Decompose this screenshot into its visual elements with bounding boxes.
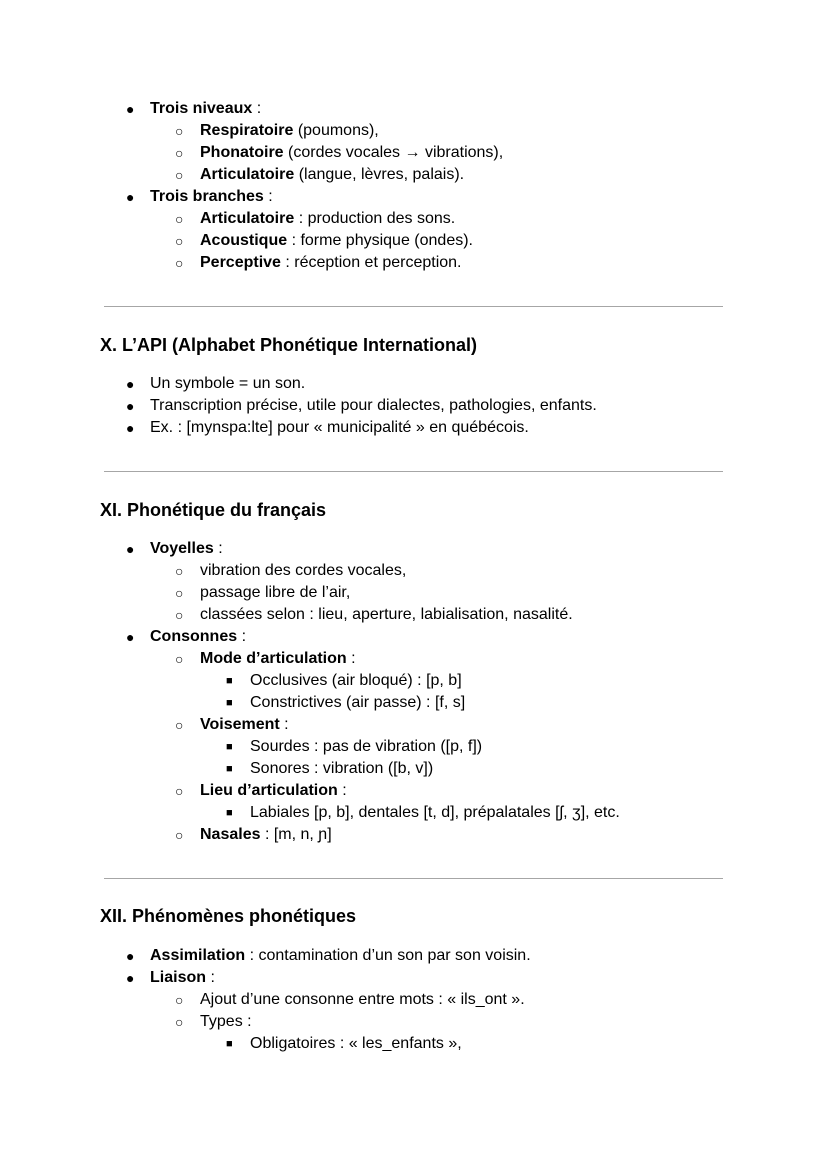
list-item — [226, 670, 462, 692]
section-heading: XII. Phénomènes phonétiques — [100, 906, 357, 926]
horizontal-divider — [104, 306, 723, 307]
list-item — [175, 582, 351, 604]
list-item-text: : [m, n, ɲ] — [260, 826, 332, 843]
list-item-term: Nasales — [200, 826, 261, 843]
list-item-text: Sourdes : pas de vibration ([p, f]) — [250, 738, 483, 755]
list-item-text: Ex. : [mynspa:lte] pour « municipalité » en québécois. — [150, 419, 529, 436]
bullet-disc-icon: ● — [126, 541, 135, 557]
list-item-term: Mode d’articulation — [200, 650, 347, 667]
bullet-circle-icon: ○ — [175, 233, 184, 249]
bullet-circle-icon: ○ — [175, 651, 184, 667]
list-item — [175, 604, 573, 626]
list-item — [126, 373, 306, 395]
bullet-circle-icon: ○ — [175, 123, 184, 139]
list-item-text: : réception et perception. — [280, 254, 462, 271]
list-item-text: : — [213, 540, 223, 557]
list-item-term: Trois niveaux — [150, 100, 253, 117]
list-item-text: : forme physique (ondes). — [287, 232, 473, 249]
bullet-circle-icon: ○ — [175, 717, 184, 733]
list-item — [175, 230, 473, 252]
list-item — [226, 736, 483, 758]
list-item — [126, 417, 529, 439]
list-item — [226, 692, 466, 714]
list-item — [126, 538, 223, 560]
section-heading: X. L’API (Alphabet Phonétique International) — [100, 335, 478, 355]
list-item-term: Lieu d’articulation — [200, 782, 338, 799]
horizontal-divider — [104, 471, 723, 472]
list-item-text: vibration des cordes vocales, — [200, 562, 407, 579]
horizontal-divider — [104, 878, 723, 879]
bullet-disc-icon: ● — [126, 398, 135, 414]
bullet-square-icon: ■ — [226, 741, 233, 753]
bullet-circle-icon: ○ — [175, 992, 184, 1008]
bullet-circle-icon: ○ — [175, 607, 184, 623]
list-item-text: : — [263, 188, 273, 205]
list-item-text: Transcription précise, utile pour dialectes, pathologies, enfants. — [150, 397, 597, 414]
list-item-text: : — [206, 969, 215, 986]
bullet-disc-icon: ● — [126, 420, 135, 436]
list-item-term: Voyelles — [150, 540, 214, 557]
list-item — [175, 1011, 252, 1033]
bullet-circle-icon: ○ — [175, 211, 184, 227]
bullet-circle-icon: ○ — [175, 827, 184, 843]
list-item — [175, 560, 407, 582]
list-item — [175, 989, 525, 1011]
bullet-circle-icon: ○ — [175, 1014, 184, 1030]
list-item-term: Voisement — [200, 716, 280, 733]
list-item-term: Articulatoire — [200, 210, 295, 227]
list-item-text: Labiales [p, b], dentales [t, d], prépalatales [ʃ, ʒ], etc. — [250, 804, 620, 821]
bullet-square-icon: ■ — [226, 807, 233, 819]
list-item-term: Acoustique — [200, 232, 288, 249]
list-item-text: Ajout d’une consonne entre mots : « ils_ont ». — [200, 991, 525, 1008]
list-item-term: Perceptive — [200, 254, 281, 271]
list-item — [175, 142, 504, 164]
list-item-text: : — [237, 628, 247, 645]
bullet-circle-icon: ○ — [175, 255, 184, 271]
list-item-text: : — [279, 716, 289, 733]
list-item-term: Assimilation — [150, 947, 246, 964]
list-item — [175, 208, 456, 230]
list-item — [175, 164, 465, 186]
section-heading: XI. Phonétique du français — [100, 500, 327, 520]
bullet-circle-icon: ○ — [175, 145, 184, 161]
bullet-square-icon: ■ — [226, 1038, 233, 1050]
list-item-term: Articulatoire — [200, 166, 295, 183]
list-item — [226, 1033, 462, 1055]
bullet-disc-icon: ● — [126, 970, 135, 986]
bullet-square-icon: ■ — [226, 675, 233, 687]
list-item-term: Consonnes — [150, 628, 238, 645]
list-item-text: Sonores : vibration ([b, v]) — [250, 760, 434, 777]
bullet-square-icon: ■ — [226, 697, 233, 709]
list-item-text: (langue, lèvres, palais). — [294, 166, 465, 183]
bullet-disc-icon: ● — [126, 948, 135, 964]
list-item-text: (poumons), — [293, 122, 379, 139]
bullet-disc-icon: ● — [126, 629, 135, 645]
list-item-text: Constrictives (air passe) : [f, s] — [250, 694, 466, 711]
list-item-text: passage libre de l’air, — [200, 584, 351, 601]
list-item-text: : production des sons. — [294, 210, 456, 227]
list-item — [175, 714, 289, 736]
list-item — [126, 395, 597, 417]
list-item-text: classées selon : lieu, aperture, labialisation, nasalité. — [200, 606, 573, 623]
bullet-circle-icon: ○ — [175, 585, 184, 601]
list-item-text: : — [337, 782, 347, 799]
list-item — [226, 802, 620, 824]
list-item-text: (cordes vocales → vibrations), — [283, 144, 504, 161]
list-item — [175, 252, 462, 274]
list-item-text: Obligatoires : « les_enfants », — [250, 1035, 462, 1052]
list-item-text: : — [252, 100, 262, 117]
list-item-text: Un symbole = un son. — [150, 375, 306, 392]
list-item — [126, 967, 215, 989]
list-item — [126, 945, 531, 967]
list-item — [226, 758, 434, 780]
list-item-text: Types : — [200, 1013, 252, 1030]
list-item — [126, 98, 262, 120]
list-item — [175, 780, 347, 802]
list-item — [126, 626, 247, 648]
list-item-term: Liaison — [150, 969, 207, 986]
list-item-term: Trois branches — [150, 188, 264, 205]
list-item — [126, 186, 273, 208]
bullet-circle-icon: ○ — [175, 783, 184, 799]
bullet-disc-icon: ● — [126, 376, 135, 392]
list-item-text: Occlusives (air bloqué) : [p, b] — [250, 672, 462, 689]
list-item — [175, 120, 379, 142]
list-item-term: Phonatoire — [200, 144, 284, 161]
bullet-disc-icon: ● — [126, 101, 135, 117]
list-item-term: Respiratoire — [200, 122, 294, 139]
list-item-text: : — [346, 650, 356, 667]
bullet-square-icon: ■ — [226, 763, 233, 775]
bullet-circle-icon: ○ — [175, 563, 184, 579]
bullet-disc-icon: ● — [126, 189, 135, 205]
list-item — [175, 824, 332, 846]
list-item-text: : contamination d’un son par son voisin. — [245, 947, 531, 964]
bullet-circle-icon: ○ — [175, 167, 184, 183]
list-item — [175, 648, 356, 670]
